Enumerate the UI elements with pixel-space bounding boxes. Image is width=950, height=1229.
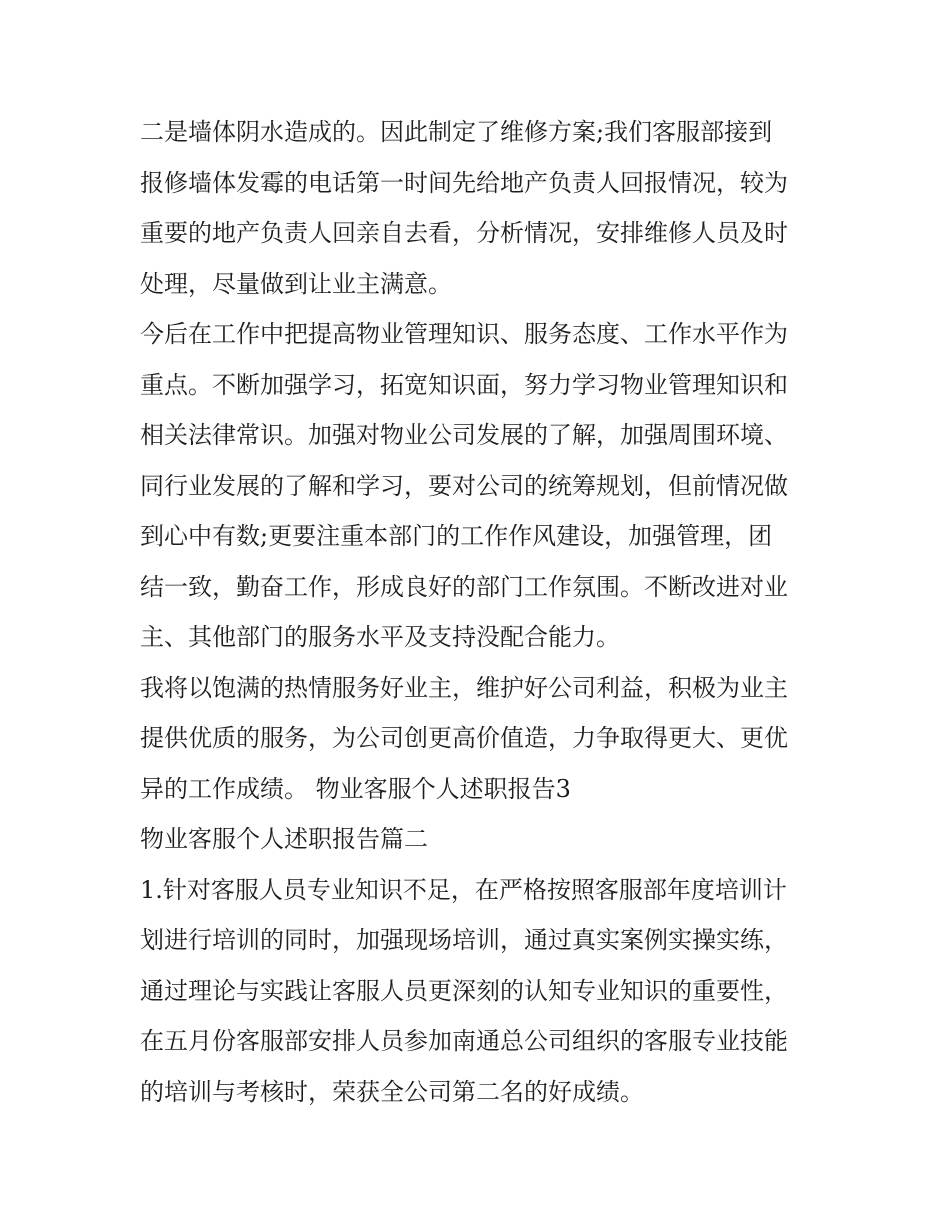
text-line: 报修墙体发霉的电话第一时间先给地产负责人回报情况，较为 [140,168,788,197]
text-line: 今后在工作中把提高物业管理知识、服务态度、工作水平作为 [140,320,788,348]
text-line: 主、其他部门的服务水平及支持没配合能力。 [140,623,620,651]
section-heading: 物业客服个人述职报告篇二 [140,825,428,853]
text-line: 重要的地产负责人回亲自去看，分析情况，安排维修人员及时 [140,219,788,247]
text-line: 结一致，勤奋工作，形成良好的部门工作氛围。不断改进对业 [140,572,788,601]
text-line: 通过理论与实践让客服人员更深刻的认知专业知识的重要性， [140,976,788,1005]
text-line: 在五月份客服部安排人员参加南通总公司组织的客服专业技能 [140,1027,788,1055]
text-line: 重点。不断加强学习，拓宽知识面，努力学习物业管理知识和 [140,370,788,399]
text-line: 1.针对客服人员专业知识不足，在严格按照客服部年度培训计 [140,875,787,904]
text-line: 相关法律常识。加强对物业公司发展的了解，加强周围环境、 [140,421,788,449]
document-body [140,107,820,1117]
text-line: 我将以饱满的热情服务好业主，维护好公司利益，积极为业主 [140,673,788,702]
text-line: 二是墙体阴水造成的。因此制定了维修方案;我们客服部接到 [140,118,773,146]
text-line: 处理，尽量做到让业主满意。 [140,269,452,298]
text-line: 提供优质的服务，为公司创更高价值造，力争取得更大、更优 [140,724,788,752]
text-line: 的培训与考核时，荣获全公司第二名的好成绩。 [140,1077,644,1106]
text-line: 异的工作成绩。 物业客服个人述职报告3 [140,774,571,803]
text-line: 划进行培训的同时，加强现场培训，通过真实案例实操实练， [140,926,788,954]
text-line: 到心中有数;更要注重本部门的工作作风建设，加强管理，团 [140,522,773,550]
text-line: 同行业发展的了解和学习，要对公司的统筹规划，但前情况做 [140,471,788,500]
